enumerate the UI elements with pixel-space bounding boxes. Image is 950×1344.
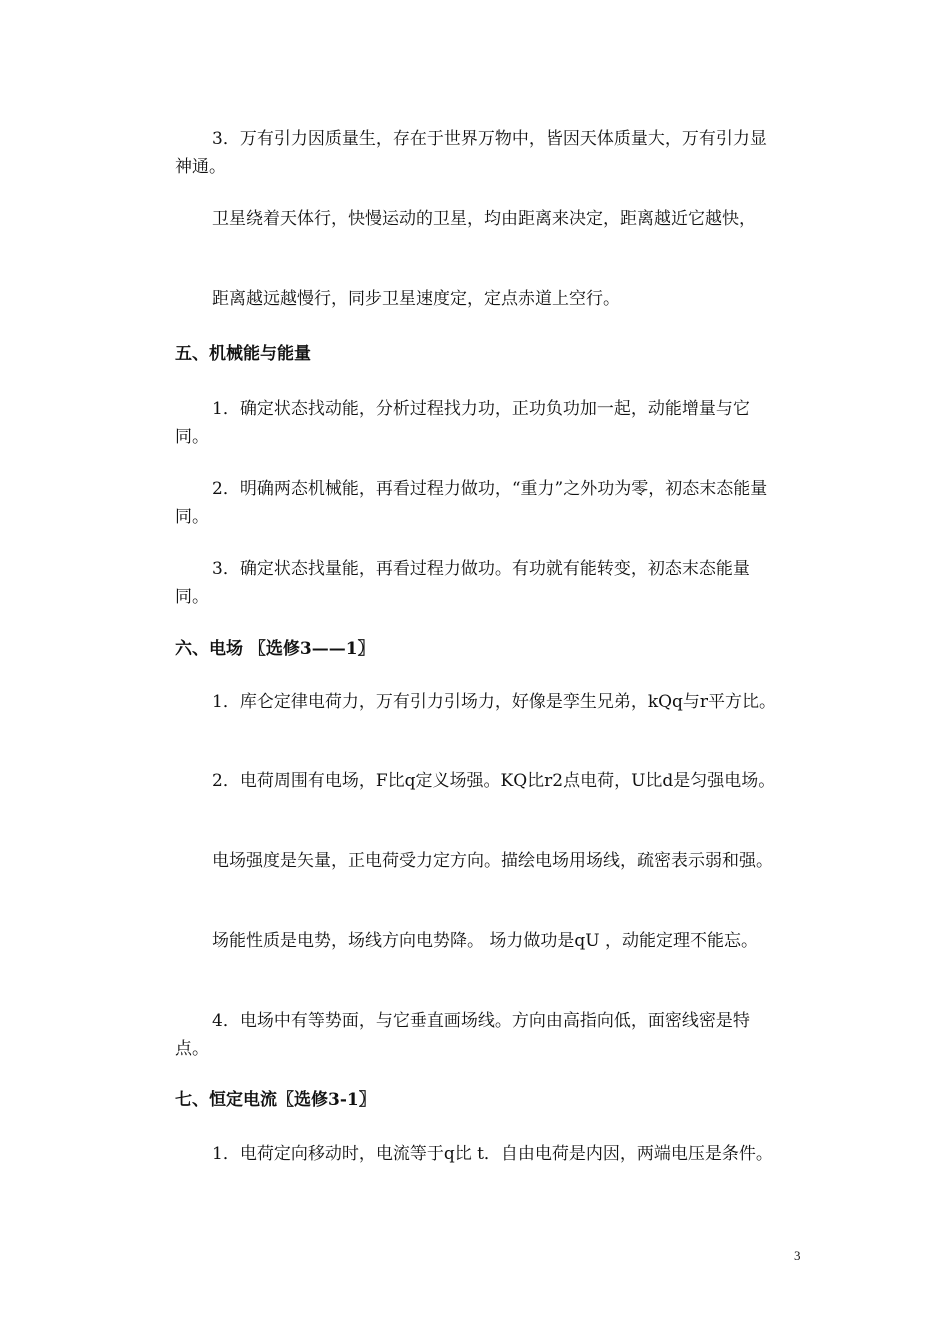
paragraph-field-lines: 电场强度是矢量，正电荷受力定方向。描绘电场用场线，疏密表示弱和强。 — [212, 851, 773, 871]
section-heading-electric-field: 六、电场 〖选修3——1〗 — [175, 639, 375, 659]
paragraph-energy-conversion: 3．确定状态找量能，再看过程力做功。有功就有能转变，初态末态能量同。 — [175, 559, 750, 607]
paragraph-mechanical-energy: 2．明确两态机械能，再看过程力做功，“重力”之外功为零，初态末态能量同。 — [175, 479, 768, 527]
paragraph-potential: 场能性质是电势，场线方向电势降。 场力做功是qU ，动能定理不能忘。 — [212, 931, 759, 951]
paragraph-gravitation: 3．万有引力因质量生，存在于世界万物中，皆因天体质量大，万有引力显神通。 — [175, 129, 767, 177]
section-heading-mechanical-energy: 五、机械能与能量 — [175, 344, 311, 364]
paragraph-coulomb-law: 1．库仑定律电荷力，万有引力引场力，好像是孪生兄弟，kQq与r平方比。 — [212, 692, 777, 712]
page-number: 3 — [794, 1248, 801, 1263]
paragraph-synchronous-satellite: 距离越远越慢行，同步卫星速度定，定点赤道上空行。 — [212, 289, 620, 309]
paragraph-satellite-speed: 卫星绕着天体行，快慢运动的卫星，均由距离来决定，距离越近它越快， — [212, 209, 756, 229]
section-heading-current: 七、恒定电流〖选修3-1〗 — [175, 1090, 376, 1110]
paragraph-current-definition: 1．电荷定向移动时，电流等于q比 t．自由电荷是内因，两端电压是条件。 — [212, 1144, 773, 1164]
paragraph-kinetic-energy: 1．确定状态找动能，分析过程找力功，正功负功加一起，动能增量与它同。 — [175, 399, 750, 447]
paragraph-field-strength: 2．电荷周围有电场，F比q定义场强。KQ比r2点电荷，U比d是匀强电场。 — [212, 771, 776, 791]
paragraph-equipotential: 4．电场中有等势面，与它垂直画场线。方向由高指向低，面密线密是特点。 — [175, 1011, 750, 1059]
